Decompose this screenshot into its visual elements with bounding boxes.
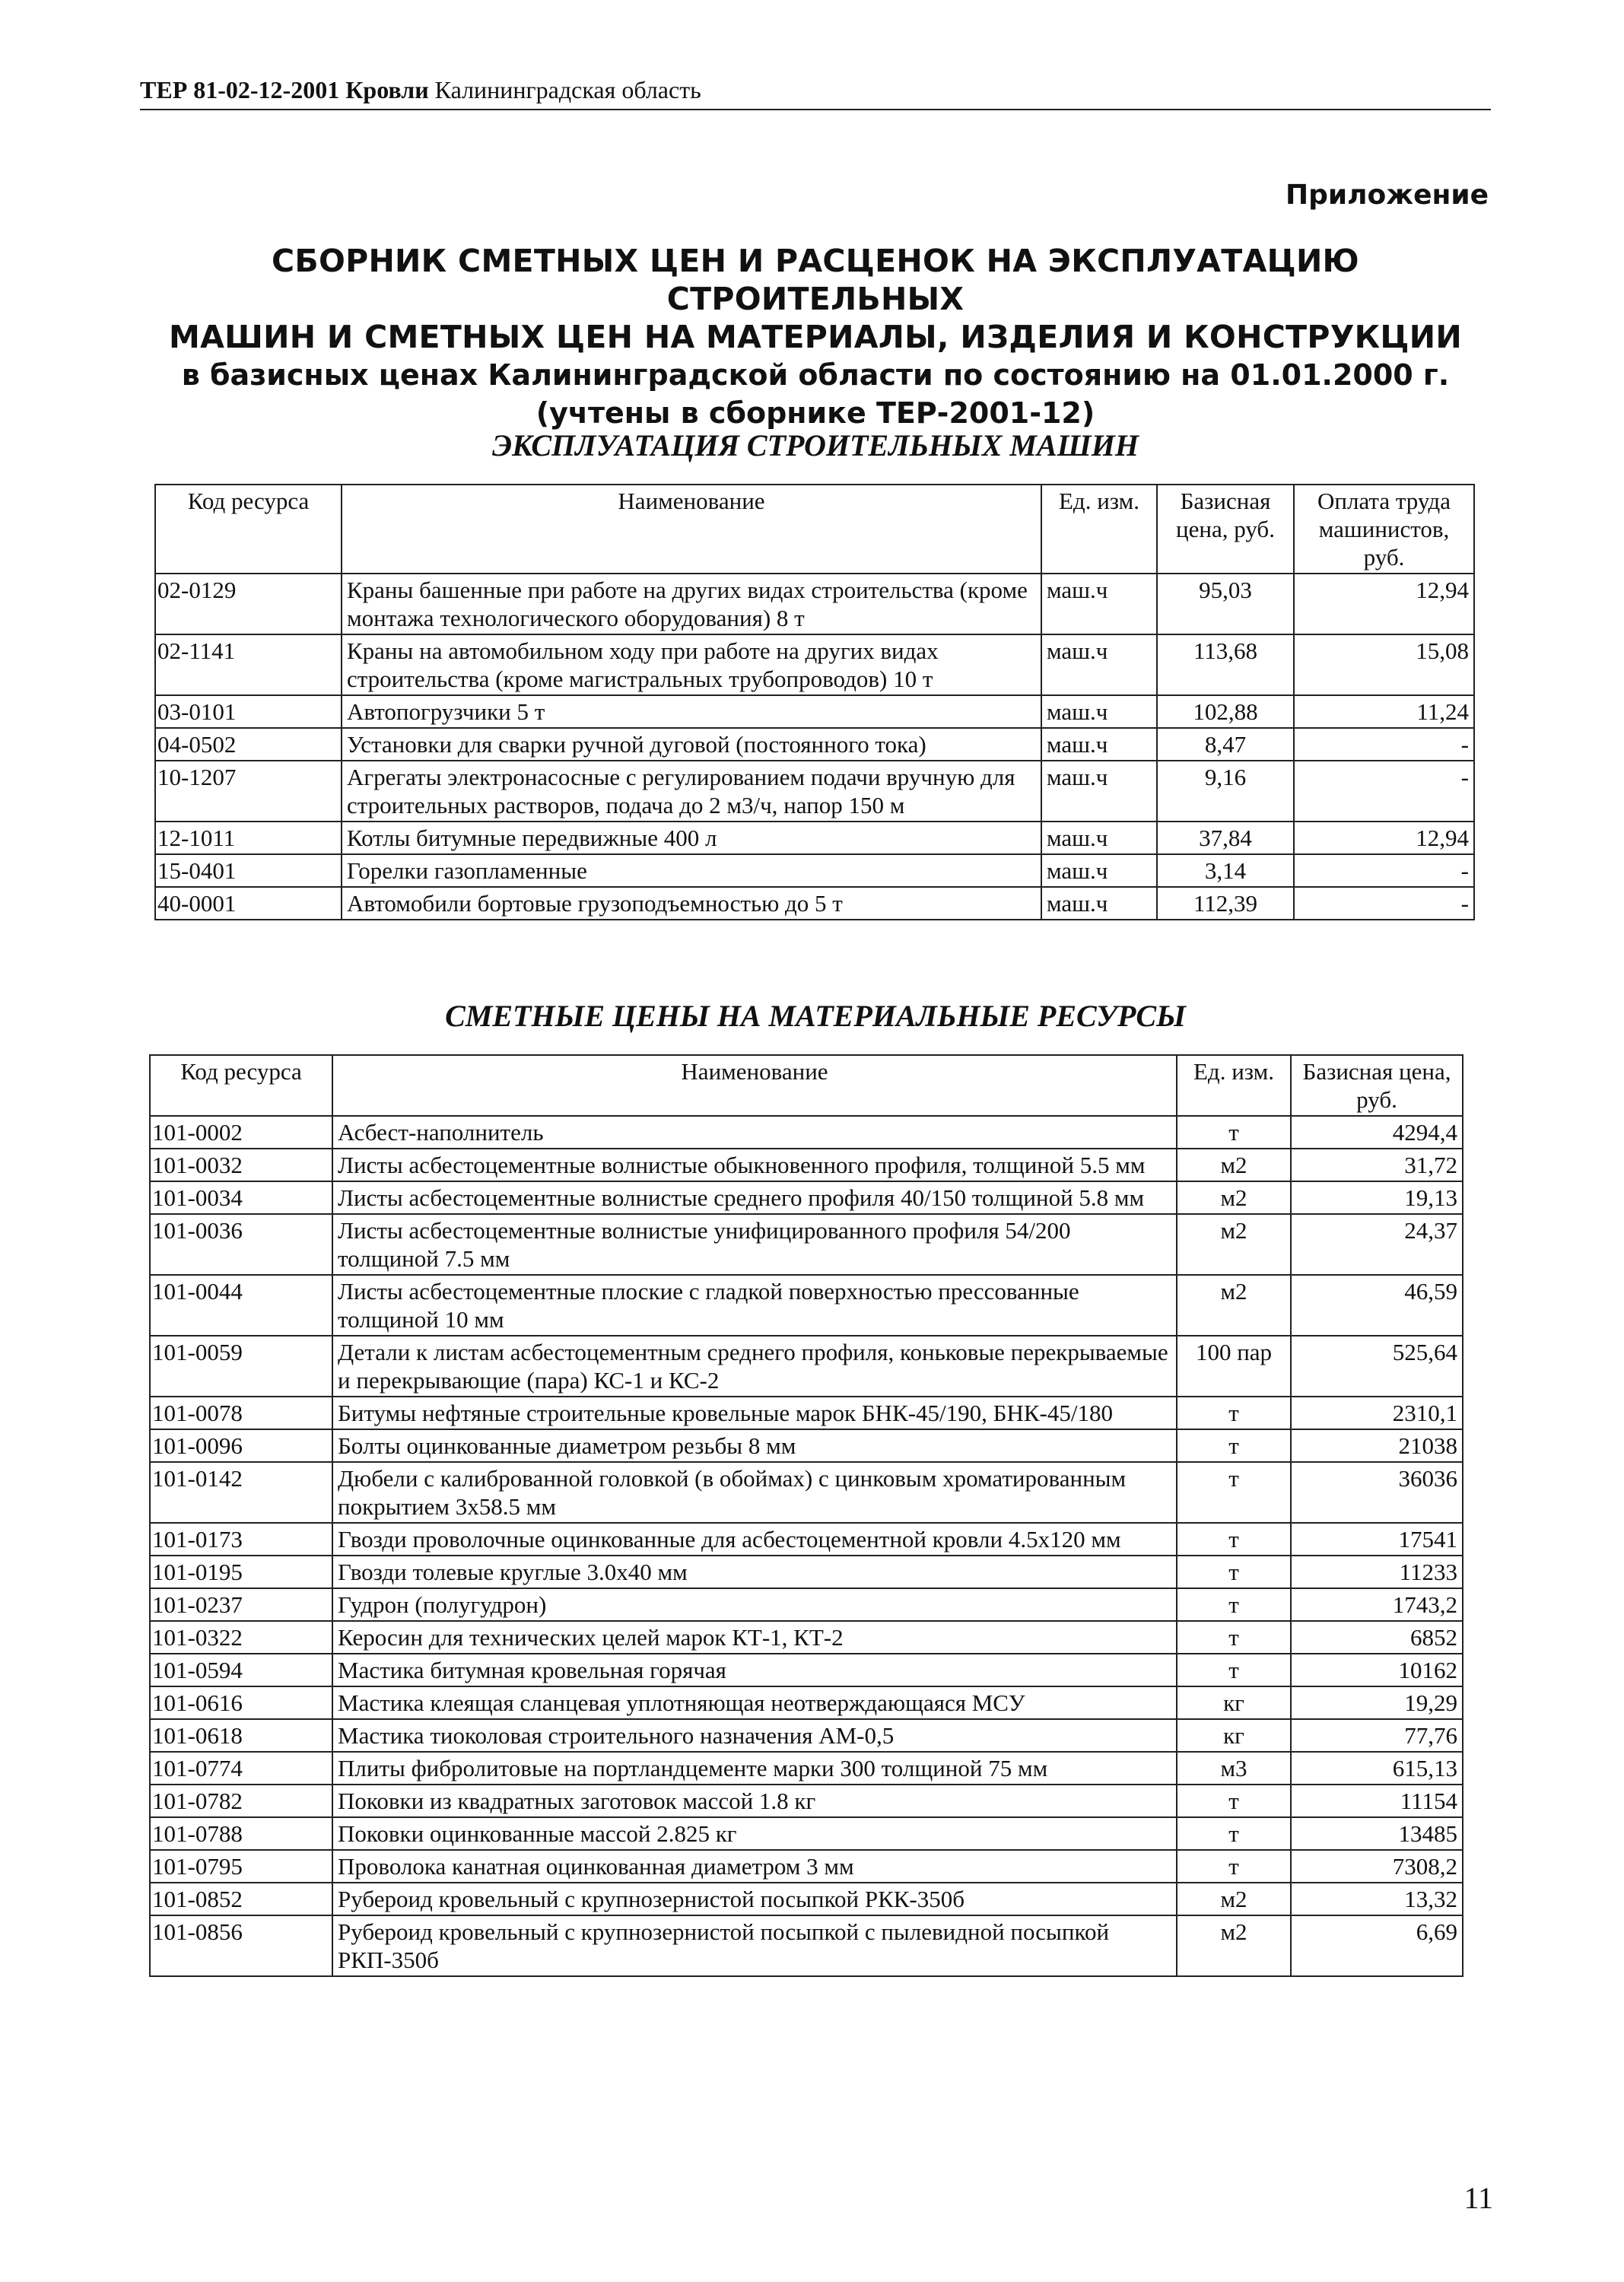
- table-row: [150, 1523, 1463, 1556]
- table-row: [150, 1588, 1463, 1621]
- cell-unit: 100 пар: [1177, 1336, 1291, 1397]
- cell-code: 101-0594: [150, 1654, 332, 1686]
- table-row: [155, 887, 1474, 920]
- doc-code: ТЕР 81-02-12-2001 Кровли: [140, 76, 429, 103]
- cell-code: 101-0002: [150, 1116, 332, 1149]
- cell-unit: маш.ч: [1041, 887, 1157, 920]
- cell-code: 101-0036: [150, 1214, 332, 1275]
- cell-code: 101-0852: [150, 1883, 332, 1915]
- cell-code: 101-0322: [150, 1621, 332, 1654]
- cell-name: Горелки газопламенные: [342, 854, 1041, 887]
- column-header-name: Наименование: [342, 485, 1041, 574]
- cell-name: Котлы битумные передвижные 400 л: [342, 822, 1041, 854]
- cell-unit: м2: [1177, 1181, 1291, 1214]
- cell-price: 615,13: [1291, 1752, 1463, 1785]
- cell-code: 101-0618: [150, 1719, 332, 1752]
- cell-code: 101-0782: [150, 1785, 332, 1817]
- cell-wage: 11,24: [1294, 695, 1474, 728]
- cell-unit: м2: [1177, 1149, 1291, 1181]
- cell-unit: кг: [1177, 1719, 1291, 1752]
- cell-code: 101-0044: [150, 1275, 332, 1336]
- table-row: [150, 1275, 1463, 1336]
- cell-name: Керосин для технических целей марок КТ-1, КТ-2: [332, 1621, 1177, 1654]
- page-header: [140, 76, 1491, 110]
- cell-price: 102,88: [1157, 695, 1294, 728]
- cell-price: 6852: [1291, 1621, 1463, 1654]
- table-row: [150, 1336, 1463, 1397]
- cell-code: 101-0142: [150, 1462, 332, 1523]
- cell-unit: т: [1177, 1817, 1291, 1850]
- cell-code: 04-0502: [155, 728, 342, 761]
- table-header-row: [150, 1055, 1463, 1116]
- machines-table: [154, 484, 1475, 920]
- cell-price: 10162: [1291, 1654, 1463, 1686]
- cell-unit: т: [1177, 1397, 1291, 1429]
- column-header-price: Базисная цена, руб.: [1291, 1055, 1463, 1116]
- cell-code: 10-1207: [155, 761, 342, 822]
- column-header-code: Код ресурса: [150, 1055, 332, 1116]
- cell-price: 7308,2: [1291, 1850, 1463, 1883]
- cell-unit: т: [1177, 1116, 1291, 1149]
- cell-unit: т: [1177, 1523, 1291, 1556]
- table-row: [150, 1462, 1463, 1523]
- cell-name: Мастика клеящая сланцевая уплотняющая неотверждающаяся МСУ: [332, 1686, 1177, 1719]
- table-row: [150, 1915, 1463, 1976]
- cell-name: Рубероид кровельный с крупнозернистой посыпкой РКК-350б: [332, 1883, 1177, 1915]
- cell-price: 46,59: [1291, 1275, 1463, 1336]
- cell-code: 101-0173: [150, 1523, 332, 1556]
- cell-code: 03-0101: [155, 695, 342, 728]
- cell-price: 1743,2: [1291, 1588, 1463, 1621]
- cell-unit: т: [1177, 1850, 1291, 1883]
- table-row: [150, 1785, 1463, 1817]
- column-header-name: Наименование: [332, 1055, 1177, 1116]
- cell-name: Мастика тиоколовая строительного назначения АМ-0,5: [332, 1719, 1177, 1752]
- cell-price: 8,47: [1157, 728, 1294, 761]
- cell-name: Детали к листам асбестоцементным среднего профиля, коньковые перекрываемые и перекрывающие (пара) КС-1 и КС-2: [332, 1336, 1177, 1397]
- cell-name: Дюбели с калиброванной головкой (в обоймах) с цинковым хроматированным покрытием 3х58.5 мм: [332, 1462, 1177, 1523]
- cell-name: Мастика битумная кровельная горячая: [332, 1654, 1177, 1686]
- column-header-wage: Оплата труда машинистов, руб.: [1294, 485, 1474, 574]
- cell-code: 101-0195: [150, 1556, 332, 1588]
- cell-price: 9,16: [1157, 761, 1294, 822]
- cell-unit: м2: [1177, 1275, 1291, 1336]
- cell-name: Установки для сварки ручной дуговой (постоянного тока): [342, 728, 1041, 761]
- cell-code: 101-0059: [150, 1336, 332, 1397]
- cell-code: 40-0001: [155, 887, 342, 920]
- cell-price: 113,68: [1157, 634, 1294, 695]
- cell-wage: -: [1294, 728, 1474, 761]
- table-row: [150, 1214, 1463, 1275]
- cell-unit: маш.ч: [1041, 574, 1157, 634]
- cell-unit: т: [1177, 1429, 1291, 1462]
- cell-code: 02-1141: [155, 634, 342, 695]
- column-header-unit: Ед. изм.: [1041, 485, 1157, 574]
- table-row: [155, 761, 1474, 822]
- table-row: [150, 1817, 1463, 1850]
- table-row: [150, 1429, 1463, 1462]
- cell-wage: -: [1294, 854, 1474, 887]
- cell-code: 101-0032: [150, 1149, 332, 1181]
- table-row: [150, 1719, 1463, 1752]
- cell-code: 02-0129: [155, 574, 342, 634]
- cell-name: Листы асбестоцементные плоские с гладкой поверхностью прессованные толщиной 10 мм: [332, 1275, 1177, 1336]
- cell-wage: -: [1294, 887, 1474, 920]
- cell-price: 525,64: [1291, 1336, 1463, 1397]
- cell-price: 11233: [1291, 1556, 1463, 1588]
- cell-price: 77,76: [1291, 1719, 1463, 1752]
- cell-unit: т: [1177, 1588, 1291, 1621]
- table-row: [155, 695, 1474, 728]
- cell-price: 19,29: [1291, 1686, 1463, 1719]
- table-row: [150, 1686, 1463, 1719]
- cell-code: 101-0034: [150, 1181, 332, 1214]
- cell-price: 24,37: [1291, 1214, 1463, 1275]
- cell-code: 101-0774: [150, 1752, 332, 1785]
- cell-unit: т: [1177, 1785, 1291, 1817]
- cell-price: 19,13: [1291, 1181, 1463, 1214]
- cell-unit: маш.ч: [1041, 728, 1157, 761]
- table-row: [150, 1621, 1463, 1654]
- cell-unit: маш.ч: [1041, 854, 1157, 887]
- title-line-3: в базисных ценах Калининградской области по состоянию на 01.01.2000 г.: [181, 358, 1450, 392]
- table-row: [150, 1556, 1463, 1588]
- cell-code: 101-0078: [150, 1397, 332, 1429]
- cell-price: 17541: [1291, 1523, 1463, 1556]
- cell-price: 13,32: [1291, 1883, 1463, 1915]
- cell-price: 112,39: [1157, 887, 1294, 920]
- cell-unit: кг: [1177, 1686, 1291, 1719]
- cell-name: Поковки оцинкованные массой 2.825 кг: [332, 1817, 1177, 1850]
- column-header-code: Код ресурса: [155, 485, 342, 574]
- column-header-unit: Ед. изм.: [1177, 1055, 1291, 1116]
- cell-name: Проволока канатная оцинкованная диаметром 3 мм: [332, 1850, 1177, 1883]
- cell-wage: -: [1294, 761, 1474, 822]
- table-row: [150, 1397, 1463, 1429]
- cell-price: 95,03: [1157, 574, 1294, 634]
- cell-code: 15-0401: [155, 854, 342, 887]
- cell-unit: м2: [1177, 1214, 1291, 1275]
- table-row: [155, 822, 1474, 854]
- cell-unit: т: [1177, 1462, 1291, 1523]
- table-row: [155, 728, 1474, 761]
- cell-wage: 15,08: [1294, 634, 1474, 695]
- appendix-label: Приложение: [1286, 180, 1489, 211]
- page-number: 11: [1464, 2181, 1493, 2215]
- cell-price: 11154: [1291, 1785, 1463, 1817]
- cell-name: Гудрон (полугудрон): [332, 1588, 1177, 1621]
- cell-price: 21038: [1291, 1429, 1463, 1462]
- cell-price: 37,84: [1157, 822, 1294, 854]
- table-row: [150, 1883, 1463, 1915]
- cell-code: 101-0096: [150, 1429, 332, 1462]
- cell-unit: м2: [1177, 1915, 1291, 1976]
- cell-name: Автомобили бортовые грузоподъемностью до 5 т: [342, 887, 1041, 920]
- cell-code: 101-0795: [150, 1850, 332, 1883]
- cell-unit: м2: [1177, 1883, 1291, 1915]
- table-row: [150, 1850, 1463, 1883]
- cell-unit: т: [1177, 1556, 1291, 1588]
- cell-unit: м3: [1177, 1752, 1291, 1785]
- title-line-2: МАШИН И СМЕТНЫХ ЦЕН НА МАТЕРИАЛЫ, ИЗДЕЛИЯ И КОНСТРУКЦИИ: [169, 319, 1462, 355]
- column-header-price: Базисная цена, руб.: [1157, 485, 1294, 574]
- title-line-1: СБОРНИК СМЕТНЫХ ЦЕН И РАСЦЕНОК НА ЭКСПЛУАТАЦИЮ СТРОИТЕЛЬНЫХ: [272, 243, 1359, 317]
- cell-code: 101-0616: [150, 1686, 332, 1719]
- cell-name: Агрегаты электронасосные с регулированием подачи вручную для строительных растворов, подача до 2 м3/ч, напор 150 м: [342, 761, 1041, 822]
- cell-name: Листы асбестоцементные волнистые среднего профиля 40/150 толщиной 5.8 мм: [332, 1181, 1177, 1214]
- cell-name: Гвозди проволочные оцинкованные для асбестоцементной кровли 4.5х120 мм: [332, 1523, 1177, 1556]
- cell-name: Автопогрузчики 5 т: [342, 695, 1041, 728]
- cell-code: 12-1011: [155, 822, 342, 854]
- cell-price: 4294,4: [1291, 1116, 1463, 1149]
- cell-name: Рубероид кровельный с крупнозернистой посыпкой с пылевидной посыпкой РКП-350б: [332, 1915, 1177, 1976]
- materials-table: [149, 1054, 1464, 1977]
- cell-price: 3,14: [1157, 854, 1294, 887]
- cell-price: 2310,1: [1291, 1397, 1463, 1429]
- cell-unit: маш.ч: [1041, 822, 1157, 854]
- cell-name: Краны башенные при работе на других видах строительства (кроме монтажа технологического оборудования) 8 т: [342, 574, 1041, 634]
- cell-code: 101-0856: [150, 1915, 332, 1976]
- cell-wage: 12,94: [1294, 822, 1474, 854]
- table-row: [150, 1181, 1463, 1214]
- region-name: Калининградская область: [434, 76, 701, 103]
- materials-section-title: СМЕТНЫЕ ЦЕНЫ НА МАТЕРИАЛЬНЫЕ РЕСУРСЫ: [445, 999, 1186, 1033]
- cell-price: 6,69: [1291, 1915, 1463, 1976]
- table-row: [155, 634, 1474, 695]
- cell-name: Поковки из квадратных заготовок массой 1.8 кг: [332, 1785, 1177, 1817]
- cell-unit: т: [1177, 1621, 1291, 1654]
- cell-code: 101-0237: [150, 1588, 332, 1621]
- title-line-4: (учтены в сборнике ТЕР-2001-12): [536, 396, 1095, 430]
- table-row: [150, 1116, 1463, 1149]
- cell-code: 101-0788: [150, 1817, 332, 1850]
- table-row: [150, 1752, 1463, 1785]
- table-header-row: [155, 485, 1474, 574]
- cell-price: 13485: [1291, 1817, 1463, 1850]
- table-row: [150, 1654, 1463, 1686]
- cell-name: Гвозди толевые круглые 3.0х40 мм: [332, 1556, 1177, 1588]
- cell-unit: маш.ч: [1041, 634, 1157, 695]
- cell-name: Листы асбестоцементные волнистые обыкновенного профиля, толщиной 5.5 мм: [332, 1149, 1177, 1181]
- cell-unit: маш.ч: [1041, 761, 1157, 822]
- cell-wage: 12,94: [1294, 574, 1474, 634]
- cell-name: Плиты фибролитовые на портландцементе марки 300 толщиной 75 мм: [332, 1752, 1177, 1785]
- collection-title: [140, 242, 1491, 432]
- table-row: [150, 1149, 1463, 1181]
- table-row: [155, 854, 1474, 887]
- cell-name: Асбест-наполнитель: [332, 1116, 1177, 1149]
- machines-section-title: ЭКСПЛУАТАЦИЯ СТРОИТЕЛЬНЫХ МАШИН: [492, 428, 1139, 462]
- cell-name: Битумы нефтяные строительные кровельные марок БНК-45/190, БНК-45/180: [332, 1397, 1177, 1429]
- cell-name: Болты оцинкованные диаметром резьбы 8 мм: [332, 1429, 1177, 1462]
- cell-price: 31,72: [1291, 1149, 1463, 1181]
- cell-unit: маш.ч: [1041, 695, 1157, 728]
- cell-name: Листы асбестоцементные волнистые унифицированного профиля 54/200 толщиной 7.5 мм: [332, 1214, 1177, 1275]
- cell-name: Краны на автомобильном ходу при работе на других видах строительства (кроме магистральных трубопроводов) 10 т: [342, 634, 1041, 695]
- cell-price: 36036: [1291, 1462, 1463, 1523]
- table-row: [155, 574, 1474, 634]
- cell-unit: т: [1177, 1654, 1291, 1686]
